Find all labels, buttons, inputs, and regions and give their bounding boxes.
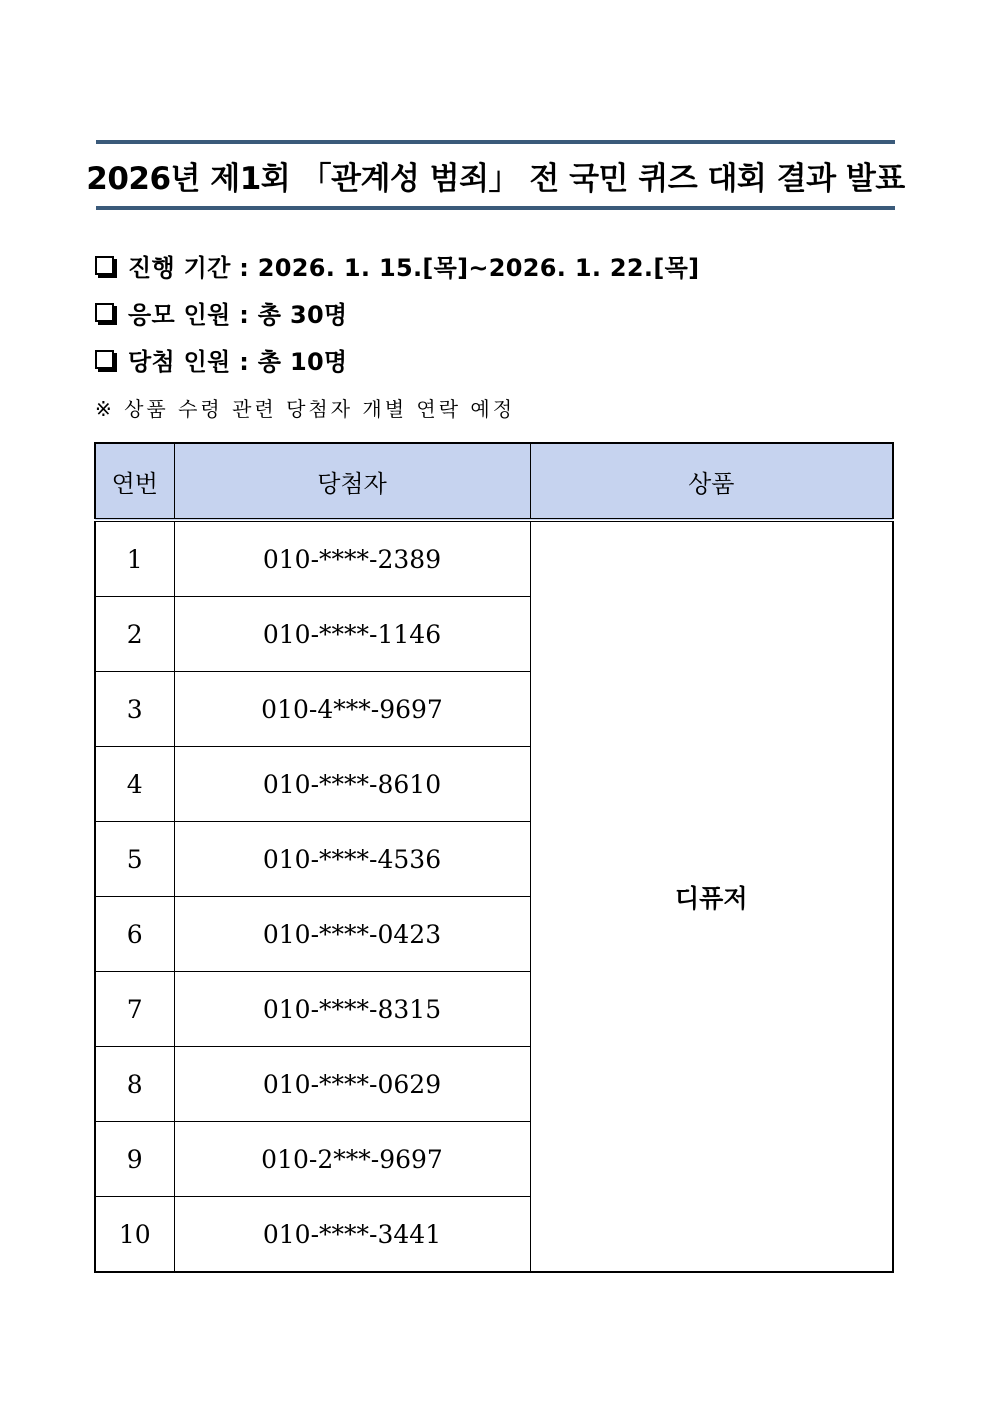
table-row <box>95 520 893 597</box>
row-winner: 010-****-1146 <box>174 597 530 672</box>
table-header-row <box>95 443 893 520</box>
header-no: 연번 <box>95 443 174 520</box>
row-no: 3 <box>95 672 174 747</box>
info-entrants-text: 응모 인원 : 총 30명 <box>128 300 348 329</box>
page-title: 2026년 제1회 「관계성 범죄」 전 국민 퀴즈 대회 결과 발표 <box>86 160 905 197</box>
row-winner: 010-****-0629 <box>174 1047 530 1122</box>
row-winner: 010-****-0423 <box>174 897 530 972</box>
row-no: 8 <box>95 1047 174 1122</box>
info-period <box>95 248 699 282</box>
row-no: 6 <box>95 897 174 972</box>
row-winner: 010-2***-9697 <box>174 1122 530 1197</box>
row-no: 5 <box>95 822 174 897</box>
info-winners <box>95 342 347 376</box>
row-winner: 010-****-2389 <box>174 520 530 597</box>
row-no: 10 <box>95 1197 174 1273</box>
notice-text: ※ 상품 수령 관련 당첨자 개별 연락 예정 <box>95 397 516 421</box>
row-no: 2 <box>95 597 174 672</box>
prize-cell: 디퓨저 <box>530 520 893 1272</box>
checkbox-icon <box>95 256 114 275</box>
winners-table <box>94 442 894 1273</box>
header-winner: 당첨자 <box>174 443 530 520</box>
info-period-text: 진행 기간 : 2026. 1. 15.[목]~2026. 1. 22.[목] <box>128 253 700 282</box>
checkbox-icon <box>95 303 114 322</box>
row-winner: 010-****-3441 <box>174 1197 530 1273</box>
row-winner: 010-****-8315 <box>174 972 530 1047</box>
info-winners-text: 당첨 인원 : 총 10명 <box>128 347 348 376</box>
row-winner: 010-****-4536 <box>174 822 530 897</box>
header-prize: 상품 <box>530 443 893 520</box>
title-banner <box>86 140 905 210</box>
row-no: 7 <box>95 972 174 1047</box>
row-winner: 010-4***-9697 <box>174 672 530 747</box>
row-no: 1 <box>95 520 174 597</box>
row-no: 4 <box>95 747 174 822</box>
checkbox-icon <box>95 350 114 369</box>
row-winner: 010-****-8610 <box>174 747 530 822</box>
row-no: 9 <box>95 1122 174 1197</box>
info-entrants <box>95 295 347 329</box>
